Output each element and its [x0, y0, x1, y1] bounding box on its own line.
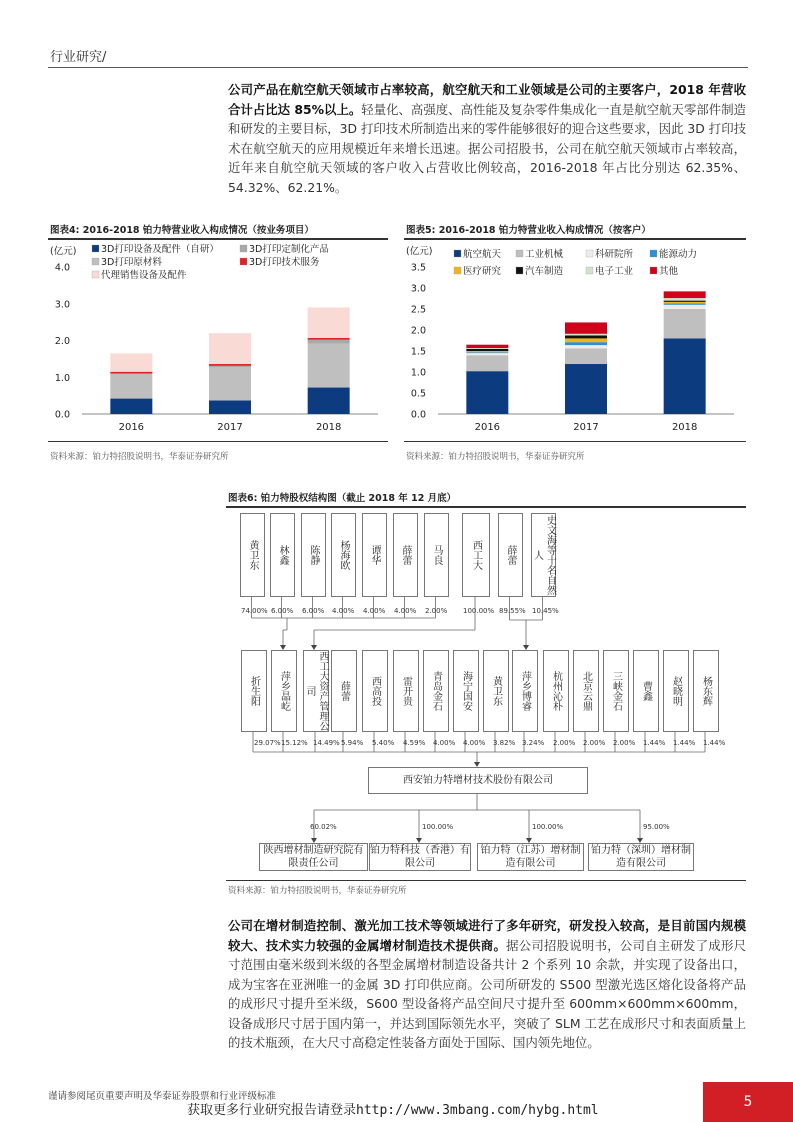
bar-segment [466, 349, 508, 351]
legend-swatch [586, 250, 593, 257]
y-tick-label: 2.0 [54, 336, 70, 347]
report-download-link[interactable]: 获取更多行业研究报告请登录http://www.3mbang.com/hybg.html [187, 1103, 599, 1118]
legend-swatch [650, 267, 657, 274]
top-holder-box [362, 513, 387, 597]
bar-segment [466, 352, 508, 353]
arrow-head [526, 838, 532, 843]
legend-label: 3D打印设备及配件（自研） [101, 244, 219, 255]
bar-segment [664, 298, 706, 301]
bar-segment [466, 355, 508, 371]
fig4-title: 图表4: 2016-2018 铂力特营业收入构成情况（按业务项目） [50, 225, 314, 236]
shareholder-box-label: 西工大资产管理公司 [304, 651, 328, 731]
bar-segment [209, 367, 251, 400]
bar-segment [110, 399, 152, 414]
shareholder-box-label: 海宁国安 [460, 671, 472, 711]
subsidiary-box [588, 843, 694, 871]
shareholder-box [393, 650, 419, 732]
intro-paragraph [228, 80, 746, 197]
shareholder-box [663, 650, 689, 732]
subsidiary-box-label: 铂力特（深圳）增材制造有限公司 [591, 845, 691, 869]
arrow-head [637, 838, 643, 843]
top-holder-box-label: 黄卫东 [247, 540, 258, 570]
shareholder-box [693, 650, 719, 732]
bar-segment [466, 353, 508, 355]
legend-swatch [92, 271, 99, 278]
bar-segment [664, 291, 706, 298]
rd-paragraph [228, 916, 746, 1053]
x-tick-label: 2018 [671, 422, 698, 433]
fig6-title: 图表6: 铂力特股权结构图（截止 2018 年 12 月底） [228, 493, 457, 504]
section-header: 行业研究/ [50, 50, 107, 65]
shareholder-box [543, 650, 569, 732]
holding-percentage: 3.82% [493, 739, 516, 747]
bar-segment [664, 304, 706, 305]
bar-segment [565, 364, 607, 414]
top-holder-box-label: 史文海等十名自然人 [531, 515, 556, 595]
shareholder-box [271, 650, 297, 732]
shareholder-box [303, 650, 329, 732]
top-holder-box-label: 西工大 [470, 540, 482, 570]
holding-percentage: 5.40% [372, 739, 395, 747]
bar-segment [565, 345, 607, 348]
legend-swatch [240, 258, 247, 265]
bar-segment [209, 366, 251, 367]
bar-segment [209, 364, 251, 366]
arrow-head [416, 838, 422, 843]
bar-segment [565, 338, 607, 342]
shareholder-box-label: 萍乡博睿 [519, 671, 531, 711]
shareholder-box-label: 杨东辉 [700, 676, 712, 706]
bar-segment [466, 371, 508, 414]
holding-percentage: 4.00% [363, 607, 386, 615]
bar-segment [664, 309, 706, 338]
bar-segment [664, 301, 706, 302]
legend-swatch [92, 258, 99, 265]
holding-percentage: 10.45% [532, 607, 559, 615]
company-box [368, 767, 588, 794]
shareholder-box-label: 雷开贵 [400, 676, 412, 706]
legend-label: 汽车制造 [525, 266, 564, 277]
fig4-bottom-rule [48, 441, 388, 442]
legend-label: 电子工业 [595, 266, 634, 277]
bar-segment [308, 343, 350, 387]
y-tick-label: 0.0 [54, 409, 70, 421]
y-tick-label: 3.5 [410, 262, 426, 274]
disclaimer-note: 谨请参阅尾页重要声明及华泰证券股票和行业评级标准 [48, 1091, 277, 1102]
bar-segment [565, 348, 607, 364]
holding-percentage: 5.94% [341, 739, 364, 747]
holding-percentage: 4.00% [433, 739, 456, 747]
bar-segment [308, 340, 350, 344]
shareholder-box-label: 青岛金石 [430, 671, 442, 711]
legend-label: 科研院所 [595, 249, 634, 260]
fig4-source: 资料来源：铂力特招股说明书，华泰证券研究所 [50, 452, 229, 462]
page-number: 5 [703, 1082, 793, 1122]
bar-segment [565, 342, 607, 345]
shareholder-box [633, 650, 659, 732]
legend-swatch [516, 267, 523, 274]
bar-segment [565, 322, 607, 333]
top-holder-box-label: 陈静 [308, 545, 319, 565]
shareholder-box [331, 650, 357, 732]
x-tick-label: 2017 [573, 422, 599, 433]
shareholder-box-label: 萍乡晶屹 [278, 671, 290, 711]
y-tick-label: 3.0 [54, 299, 70, 311]
x-tick-label: 2017 [217, 422, 243, 433]
holding-percentage: 29.07% [254, 739, 281, 747]
subsidiary-box [477, 843, 584, 871]
y-tick-label: 1.0 [410, 367, 426, 379]
bar-segment [466, 348, 508, 349]
bar-segment [466, 351, 508, 352]
bar-segment [308, 307, 350, 338]
top-holder-box [498, 513, 523, 597]
arrow-head [474, 762, 480, 767]
holding-percentage: 15.12% [281, 739, 308, 747]
fig5-chart [404, 240, 748, 440]
shareholder-box-label: 曹鑫 [640, 681, 652, 701]
shareholder-box-label: 西高投 [369, 676, 381, 706]
legend-label: 3D打印技术服务 [249, 257, 320, 268]
y-tick-label: 1.0 [54, 372, 70, 384]
shareholder-box-label: 北京云鼎 [580, 671, 592, 711]
bar-segment [664, 302, 706, 304]
y-tick-label: 2.5 [410, 304, 426, 316]
top-holder-box-label: 马良 [431, 545, 442, 565]
shareholder-box [362, 650, 388, 732]
legend-swatch [516, 250, 523, 257]
y-tick-label: 4.0 [54, 262, 70, 274]
chart-unit-label: (亿元) [50, 246, 77, 257]
arrow-head [523, 645, 529, 650]
bar-segment [664, 305, 706, 309]
holding-percentage: 3.24% [522, 739, 545, 747]
bar-segment [308, 338, 350, 340]
bar-segment [466, 345, 508, 348]
legend-label: 3D打印定制化产品 [249, 244, 329, 255]
holding-percentage: 100.00% [532, 823, 564, 831]
holding-percentage: 60.02% [310, 823, 337, 831]
shareholder-box-label: 赵晓明 [670, 676, 682, 706]
x-tick-label: 2018 [315, 422, 342, 433]
holding-percentage: 2.00% [583, 739, 606, 747]
bar-segment [110, 353, 152, 371]
legend-swatch [92, 245, 99, 252]
subsidiary-box-label: 铂力特科技（香港）有限公司 [370, 845, 470, 869]
subsidiary-box-label: 陕西增材制造研究院有限责任公司 [263, 845, 364, 869]
holding-percentage: 1.44% [643, 739, 666, 747]
subsidiary-box [369, 843, 471, 871]
holding-percentage: 14.49% [313, 739, 340, 747]
fig5-source: 资料来源：铂力特招股说明书，华泰证券研究所 [406, 452, 585, 462]
shareholder-box [603, 650, 629, 732]
fig6-source: 资料来源：铂力特招股说明书，华泰证券研究所 [228, 886, 407, 896]
legend-label: 工业机械 [525, 249, 564, 260]
legend-label: 其他 [659, 266, 679, 277]
rd-bold-text: 公司在增材制造控制、激光加工技术等领域进行了多年研究，研发投入较高，是目前国内规模较大、技术实力较强的金属增材制造技术提供商。 [228, 918, 746, 953]
legend-swatch [586, 267, 593, 274]
company-box-label: 西安铂力特增材技术股份有限公司 [403, 775, 553, 786]
holding-percentage: 4.00% [463, 739, 486, 747]
y-tick-label: 2.0 [410, 325, 426, 337]
bar-segment [308, 388, 350, 414]
shareholder-box-label: 黄卫东 [490, 676, 502, 706]
intro-bold-text: 公司产品在航空航天领域市占率较高，航空航天和工业领域是公司的主要客户，2018 年营收合计占比达 85%以上。 [228, 82, 746, 117]
top-holder-box [424, 513, 449, 597]
bar-segment [209, 333, 251, 364]
shareholder-box-label: 折生阳 [248, 676, 260, 706]
y-tick-label: 3.0 [410, 283, 426, 295]
intro-body-text: 轻量化、高强度、高性能及复杂零件集成化一直是航空航天零部件制造和研发的主要目标，3D 打印技术所制造出来的零件能够很好的迎合这些要求，因此 3D 打印技术在航空航天的应用规模近年来增长迅速。据公司招股书，公司在航空航天领域市占率较高，近年来自航空航天领域的客户收入占营收比例较高，2016-2018 年占比分别达 62.35%、54.32%、62.21%。 [228, 101, 746, 195]
legend-label: 医疗研究 [463, 266, 502, 277]
holding-percentage: 1.44% [673, 739, 696, 747]
legend-swatch [454, 267, 461, 274]
shareholder-box [453, 650, 479, 732]
holding-percentage: 6.00% [302, 607, 325, 615]
fig6-bottom-rule [226, 880, 746, 881]
top-holder-box [240, 513, 265, 597]
legend-label: 3D打印原材料 [101, 257, 162, 268]
shareholder-box [512, 650, 538, 732]
y-tick-label: 0.5 [410, 388, 426, 400]
holding-percentage: 6.00% [271, 607, 294, 615]
arrow-head [311, 645, 317, 650]
shareholder-box-label: 杭州沁朴 [550, 671, 562, 711]
arrow-head [311, 838, 317, 843]
top-holder-box-label: 谭华 [369, 545, 380, 565]
bar-segment [110, 374, 152, 399]
holding-percentage: 2.00% [425, 607, 448, 615]
shareholder-box [423, 650, 449, 732]
holding-percentage: 1.44% [703, 739, 726, 747]
top-holder-box [531, 513, 556, 597]
fig6-rule [226, 506, 746, 508]
top-holder-box [393, 513, 418, 597]
shareholder-box [241, 650, 267, 732]
top-holder-box [301, 513, 326, 597]
shareholder-box-label: 薛蕾 [338, 681, 350, 701]
fig5-bottom-rule [404, 441, 746, 442]
top-holder-box-label: 杨海欧 [338, 540, 349, 570]
legend-label: 能源动力 [659, 249, 698, 260]
arrow-head [280, 645, 286, 650]
y-tick-label: 1.5 [410, 346, 426, 358]
top-holder-box-label: 薛蕾 [400, 545, 411, 565]
fig5-title: 图表5: 2016-2018 铂力特营业收入构成情况（按客户） [406, 225, 651, 236]
fig4-chart [48, 240, 392, 440]
top-holder-box [331, 513, 356, 597]
bar-segment [565, 335, 607, 338]
shareholder-box [483, 650, 509, 732]
rd-body-text: 据公司招股说明书，公司自主研发了成形尺寸范围由毫米级到米级的各型金属增材制造设备共计 2 个系列 10 余款，并实现了设备出口，成为宝客在亚洲唯一的金属 3D 打印供应商。公司所研发的 S500 型激光选区熔化设备将产品的成形尺寸提升至米级，S600 型设备将产品空间尺寸提升至 600mm×600mm×600mm，设备成形尺寸居于国内第一，并达到国际领先水平，突破了 SLM 工艺在成形尺寸和表面质量上的技术瓶颈，在大尺寸高稳定性装备方面处于国际、国内领先地位。 [228, 937, 747, 1050]
bar-segment [565, 334, 607, 336]
legend-swatch [454, 250, 461, 257]
bar-segment [110, 372, 152, 374]
x-tick-label: 2016 [118, 422, 145, 433]
shareholder-box-label: 三峡金石 [610, 671, 622, 711]
top-holder-box [462, 513, 490, 597]
legend-swatch [240, 245, 247, 252]
legend-swatch [650, 250, 657, 257]
x-tick-label: 2016 [474, 422, 501, 433]
top-holder-box [270, 513, 295, 597]
holding-percentage: 2.00% [613, 739, 636, 747]
chart-unit-label: (亿元) [406, 246, 433, 257]
holding-percentage: 4.00% [394, 607, 417, 615]
legend-label: 代理销售设备及配件 [101, 270, 187, 281]
holding-percentage: 95.00% [643, 823, 670, 831]
legend-label: 航空航天 [463, 249, 502, 260]
holding-percentage: 89.55% [499, 607, 526, 615]
holding-percentage: 4.00% [332, 607, 355, 615]
holding-percentage: 2.00% [553, 739, 576, 747]
subsidiary-box-label: 铂力特（江苏）增材制造有限公司 [480, 845, 581, 869]
holding-percentage: 100.00% [463, 607, 495, 615]
holding-percentage: 4.59% [403, 739, 426, 747]
holding-percentage: 74.00% [241, 607, 268, 615]
top-holder-box-label: 薛蕾 [505, 545, 516, 565]
shareholder-box [573, 650, 599, 732]
header-divider [48, 67, 748, 68]
holding-percentage: 100.00% [422, 823, 454, 831]
subsidiary-box [259, 843, 368, 871]
bar-segment [664, 338, 706, 414]
y-tick-label: 0.0 [410, 409, 426, 421]
bar-segment [209, 400, 251, 414]
top-holder-box-label: 林鑫 [277, 545, 288, 565]
